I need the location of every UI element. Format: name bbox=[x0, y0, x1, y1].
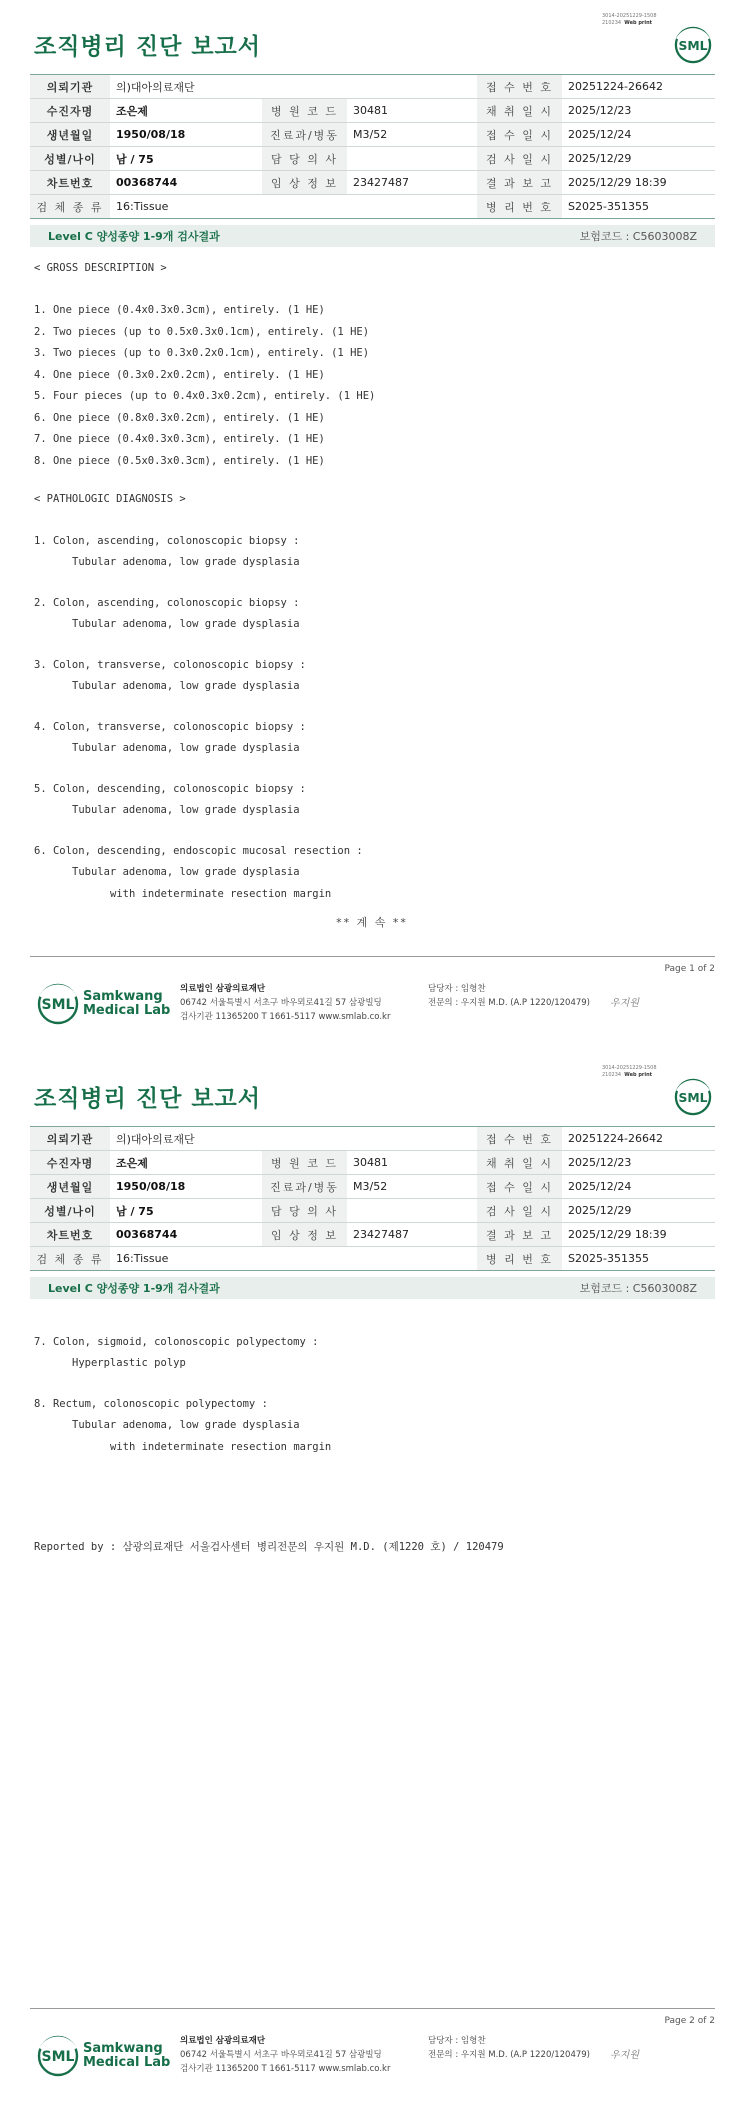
sml-logo-icon bbox=[674, 1078, 712, 1116]
patient-info-row bbox=[30, 1199, 715, 1223]
diagnosis-site: 1. Colon, ascending, colonoscopic biopsy : bbox=[34, 535, 300, 547]
field-value: 조은제 bbox=[110, 99, 262, 123]
patient-info-row bbox=[30, 99, 715, 123]
patient-info-row bbox=[30, 1247, 715, 1271]
field-value: 20251224-26642 bbox=[562, 1127, 715, 1151]
diagnosis-result: Tubular adenoma, low grade dysplasia bbox=[72, 804, 300, 816]
field-value: S2025-351355 bbox=[562, 1247, 715, 1271]
diagnosis-result: Tubular adenoma, low grade dysplasia bbox=[72, 1419, 300, 1431]
footer-divider bbox=[30, 2008, 715, 2009]
lab-contact: 담당자 : 임형찬 전문의 : 우지원 M.D. (A.P 1220/120479) bbox=[428, 2036, 590, 2060]
signature: 우지원 bbox=[610, 2050, 639, 2061]
insurance-code: 보험코드 : C5603008Z bbox=[579, 230, 697, 243]
field-value: 2025/12/24 bbox=[562, 1175, 715, 1199]
patient-info-row bbox=[30, 195, 715, 219]
diagnosis-result: Hyperplastic polyp bbox=[72, 1357, 186, 1369]
page-number: Page 2 of 2 bbox=[664, 2016, 715, 2026]
field-value: 1950/08/18 bbox=[110, 1175, 262, 1199]
field-value: 2025/12/29 bbox=[562, 1199, 715, 1223]
field-value: 조은제 bbox=[110, 1151, 262, 1175]
diagnosis-result: Tubular adenoma, low grade dysplasia bbox=[72, 866, 300, 878]
field-value: 20251224-26642 bbox=[562, 75, 715, 99]
field-value: 23427487 bbox=[347, 171, 477, 195]
gross-line: 1. One piece (0.4x0.3x0.3cm), entirely. (1 HE) bbox=[34, 304, 325, 316]
field-value bbox=[347, 1199, 477, 1223]
test-result-bar bbox=[30, 1277, 715, 1299]
field-value: 23427487 bbox=[347, 1223, 477, 1247]
field-label: 성별/나이 bbox=[30, 147, 110, 171]
gross-line: 4. One piece (0.3x0.2x0.2cm), entirely. (1 HE) bbox=[34, 369, 325, 381]
report-title: 조직병리 진단 보고서 bbox=[34, 1086, 261, 1112]
field-label: 병 리 번 호 bbox=[477, 1247, 562, 1271]
lab-name: Samkwang Medical Lab bbox=[83, 2041, 171, 2070]
field-label: 의뢰기관 bbox=[30, 1127, 110, 1151]
gross-line: 8. One piece (0.5x0.3x0.3cm), entirely. (1 HE) bbox=[34, 455, 325, 467]
diagnosis-site: 8. Rectum, colonoscopic polypectomy : bbox=[34, 1398, 268, 1410]
diagnosis-site: 4. Colon, transverse, colonoscopic biopsy : bbox=[34, 721, 306, 733]
field-label: 담 당 의 사 bbox=[262, 147, 347, 171]
diagnosis-note: with indeterminate resection margin bbox=[110, 888, 332, 900]
field-value: M3/52 bbox=[347, 1175, 477, 1199]
field-value: 16:Tissue bbox=[110, 195, 477, 219]
field-label: 검 체 종 류 bbox=[30, 1247, 110, 1271]
field-value: M3/52 bbox=[347, 123, 477, 147]
diagnosis-site: 7. Colon, sigmoid, colonoscopic polypectomy : bbox=[34, 1336, 319, 1348]
patient-info-row bbox=[30, 1223, 715, 1247]
continued-marker: ** 계 속 ** bbox=[336, 916, 408, 929]
field-label: 임 상 정 보 bbox=[262, 1223, 347, 1247]
print-stamp: 3014-20251229-1508 210234 Web print bbox=[602, 1065, 657, 1078]
patient-info-row bbox=[30, 1151, 715, 1175]
gross-line: 3. Two pieces (up to 0.3x0.2x0.1cm), entirely. (1 HE) bbox=[34, 347, 370, 359]
gross-line: 7. One piece (0.4x0.3x0.3cm), entirely. (1 HE) bbox=[34, 433, 325, 445]
test-title: Level C 양성종양 1-9개 검사결과 bbox=[48, 230, 220, 243]
diagnosis-header: < PATHOLOGIC DIAGNOSIS > bbox=[34, 493, 186, 505]
field-label: 검 체 종 류 bbox=[30, 195, 110, 219]
gross-line: 6. One piece (0.8x0.3x0.2cm), entirely. (1 HE) bbox=[34, 412, 325, 424]
field-label: 임 상 정 보 bbox=[262, 171, 347, 195]
field-value: 2025/12/29 18:39 bbox=[562, 171, 715, 195]
field-label: 검 사 일 시 bbox=[477, 147, 562, 171]
svg-text:SML: SML bbox=[678, 1090, 708, 1105]
field-value: 30481 bbox=[347, 99, 477, 123]
field-value: 2025/12/24 bbox=[562, 123, 715, 147]
lab-contact: 담당자 : 임형찬 전문의 : 우지원 M.D. (A.P 1220/120479) bbox=[428, 984, 590, 1008]
field-label: 병 원 코 드 bbox=[262, 1151, 347, 1175]
field-label: 접 수 일 시 bbox=[477, 1175, 562, 1199]
field-value: 남 / 75 bbox=[110, 147, 262, 171]
field-label: 성별/나이 bbox=[30, 1199, 110, 1223]
field-value: 2025/12/29 18:39 bbox=[562, 1223, 715, 1247]
field-label: 진료과/병동 bbox=[262, 1175, 347, 1199]
field-label: 병 리 번 호 bbox=[477, 195, 562, 219]
gross-line: 2. Two pieces (up to 0.5x0.3x0.1cm), entirely. (1 HE) bbox=[34, 326, 370, 338]
diagnosis-result: Tubular adenoma, low grade dysplasia bbox=[72, 742, 300, 754]
patient-info-row bbox=[30, 171, 715, 195]
sml-logo-icon bbox=[36, 982, 80, 1026]
field-label: 접 수 일 시 bbox=[477, 123, 562, 147]
diagnosis-site: 3. Colon, transverse, colonoscopic biopsy : bbox=[34, 659, 306, 671]
patient-info-row bbox=[30, 1175, 715, 1199]
diagnosis-site: 2. Colon, ascending, colonoscopic biopsy : bbox=[34, 597, 300, 609]
patient-info-row bbox=[30, 147, 715, 171]
field-value: 1950/08/18 bbox=[110, 123, 262, 147]
field-value: 2025/12/23 bbox=[562, 1151, 715, 1175]
diagnosis-result: Tubular adenoma, low grade dysplasia bbox=[72, 680, 300, 692]
lab-address: 의료법인 삼광의료재단 06742 서울특별시 서초구 바우뫼로41길 57 삼광빌딩 검사기관 11365200 T 1661-5117 www.smlab.co.kr bbox=[180, 984, 391, 1022]
footer-divider bbox=[30, 956, 715, 957]
report-title: 조직병리 진단 보고서 bbox=[34, 34, 261, 60]
svg-text:SML: SML bbox=[41, 997, 75, 1013]
patient-info-row bbox=[30, 75, 715, 99]
field-value: 16:Tissue bbox=[110, 1247, 477, 1271]
field-value: 2025/12/23 bbox=[562, 99, 715, 123]
field-value: 남 / 75 bbox=[110, 1199, 262, 1223]
field-label: 차트번호 bbox=[30, 1223, 110, 1247]
page-number: Page 1 of 2 bbox=[664, 964, 715, 974]
field-label: 수진자명 bbox=[30, 1151, 110, 1175]
sml-logo-icon bbox=[674, 26, 712, 64]
field-label: 병 원 코 드 bbox=[262, 99, 347, 123]
field-label: 생년월일 bbox=[30, 123, 110, 147]
diagnosis-site: 6. Colon, descending, endoscopic mucosal resection : bbox=[34, 845, 363, 857]
report-page-2 bbox=[0, 1052, 744, 2104]
field-value: S2025-351355 bbox=[562, 195, 715, 219]
lab-address: 의료법인 삼광의료재단 06742 서울특별시 서초구 바우뫼로41길 57 삼광빌딩 검사기관 11365200 T 1661-5117 www.smlab.co.kr bbox=[180, 2036, 391, 2074]
diagnosis-note: with indeterminate resection margin bbox=[110, 1441, 332, 1453]
field-value bbox=[347, 147, 477, 171]
test-title: Level C 양성종양 1-9개 검사결과 bbox=[48, 1282, 220, 1295]
field-value: 의)대아의료재단 bbox=[110, 1127, 477, 1151]
signature: 우지원 bbox=[610, 998, 639, 1009]
svg-text:SML: SML bbox=[678, 38, 708, 53]
field-label: 검 사 일 시 bbox=[477, 1199, 562, 1223]
field-label: 담 당 의 사 bbox=[262, 1199, 347, 1223]
field-value: 2025/12/29 bbox=[562, 147, 715, 171]
field-label: 생년월일 bbox=[30, 1175, 110, 1199]
svg-text:SML: SML bbox=[41, 2049, 75, 2065]
lab-name: Samkwang Medical Lab bbox=[83, 989, 171, 1018]
field-label: 의뢰기관 bbox=[30, 75, 110, 99]
test-result-bar bbox=[30, 225, 715, 247]
sml-logo-icon bbox=[36, 2034, 80, 2078]
print-stamp: 3014-20251229-1508 210234 Web print bbox=[602, 13, 657, 26]
field-label: 접 수 번 호 bbox=[477, 1127, 562, 1151]
diagnosis-result: Tubular adenoma, low grade dysplasia bbox=[72, 618, 300, 630]
field-label: 채 취 일 시 bbox=[477, 99, 562, 123]
field-label: 결 과 보 고 bbox=[477, 171, 562, 195]
insurance-code: 보험코드 : C5603008Z bbox=[579, 1282, 697, 1295]
gross-line: 5. Four pieces (up to 0.4x0.3x0.2cm), entirely. (1 HE) bbox=[34, 390, 376, 402]
field-label: 결 과 보 고 bbox=[477, 1223, 562, 1247]
field-value: 의)대아의료재단 bbox=[110, 75, 477, 99]
patient-info-table bbox=[30, 1126, 715, 1271]
patient-info-row bbox=[30, 1127, 715, 1151]
patient-info-table bbox=[30, 74, 715, 219]
field-value: 00368744 bbox=[110, 1223, 262, 1247]
reported-by: Reported by : 삼광의료재단 서울검사센터 병리전문의 우지원 M.D. (제1220 호) / 120479 bbox=[34, 1541, 504, 1553]
field-label: 수진자명 bbox=[30, 99, 110, 123]
patient-info-row bbox=[30, 123, 715, 147]
diagnosis-site: 5. Colon, descending, colonoscopic biopsy : bbox=[34, 783, 306, 795]
field-label: 차트번호 bbox=[30, 171, 110, 195]
field-label: 채 취 일 시 bbox=[477, 1151, 562, 1175]
field-value: 30481 bbox=[347, 1151, 477, 1175]
field-label: 접 수 번 호 bbox=[477, 75, 562, 99]
field-value: 00368744 bbox=[110, 171, 262, 195]
gross-header: < GROSS DESCRIPTION > bbox=[34, 262, 167, 274]
field-label: 진료과/병동 bbox=[262, 123, 347, 147]
diagnosis-result: Tubular adenoma, low grade dysplasia bbox=[72, 556, 300, 568]
